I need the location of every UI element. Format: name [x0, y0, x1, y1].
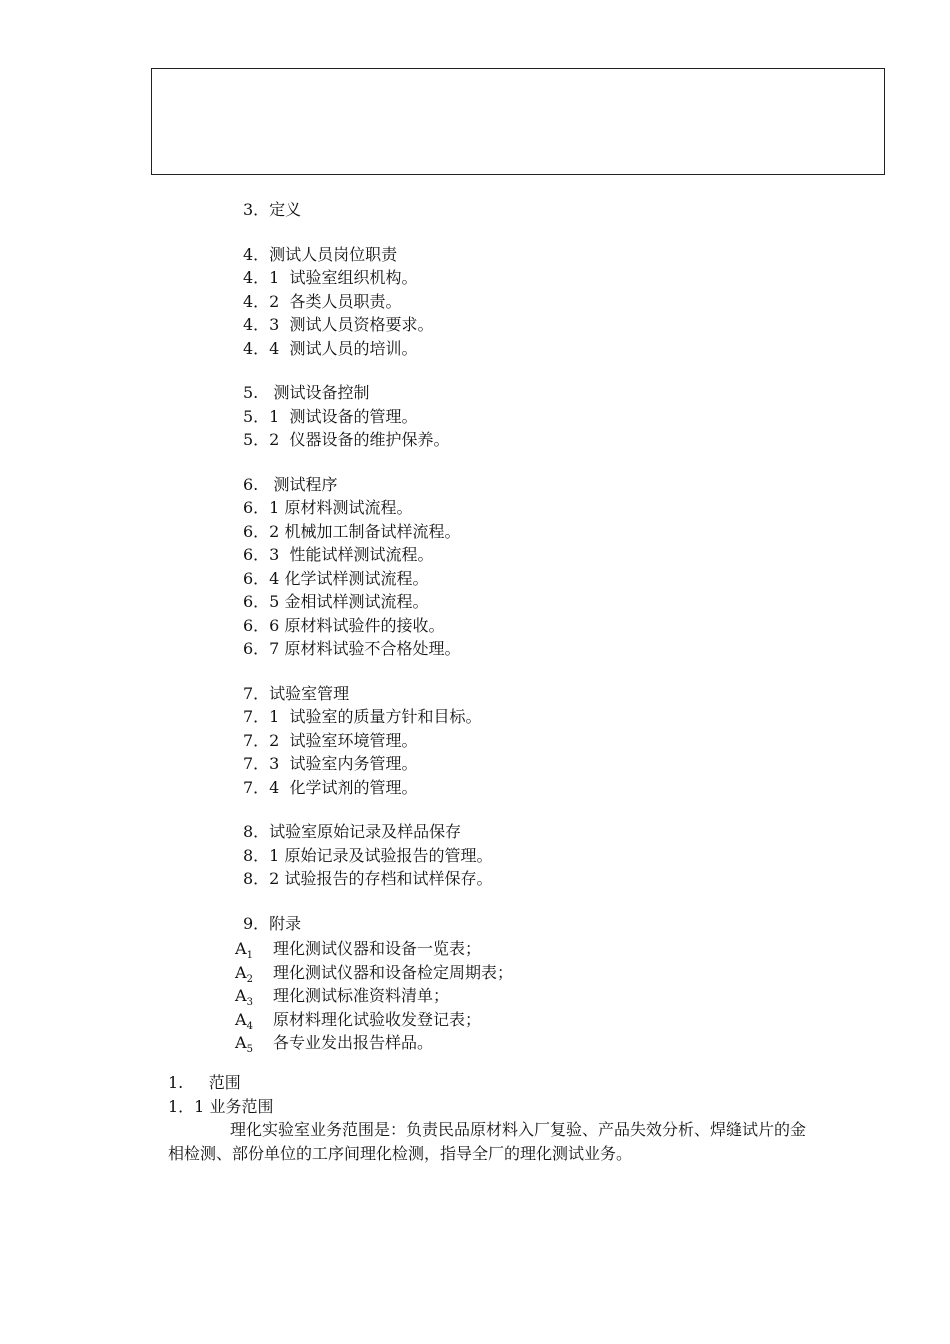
toc-item: 6．5 金相试样测试流程。 — [243, 592, 429, 611]
toc-item: 7．4 化学试剂的管理。 — [243, 777, 418, 797]
appendix-text: 理化测试仪器和设备一览表； — [273, 939, 482, 958]
appendix-text: 理化测试仪器和设备检定周期表； — [273, 962, 514, 982]
toc-item: 8．试验室原始记录及样品保存 — [243, 822, 462, 841]
toc-item: 6．2 机械加工制备试样流程。 — [243, 521, 461, 541]
toc-item: 4．3 测试人员资格要求。 — [243, 315, 434, 334]
toc-item: 5. 测试设备控制 — [243, 383, 370, 402]
appendix-list — [235, 937, 835, 1055]
toc-item: 7．1 试验室的质量方针和目标。 — [243, 707, 482, 726]
toc-item: 6．7 原材料试验不合格处理。 — [243, 639, 461, 658]
toc-item: 8．1 原始记录及试验报告的管理。 — [243, 845, 493, 865]
appendix-code: $A_5$ — [235, 1033, 253, 1056]
toc-item: 4．4 测试人员的培训。 — [243, 338, 418, 358]
header-box — [151, 68, 885, 175]
table-of-contents — [243, 198, 843, 935]
toc-item: 6．4 化学试样测试流程。 — [243, 568, 429, 588]
toc-item: 3．定义 — [243, 200, 302, 219]
appendix-item — [235, 1008, 835, 1032]
toc-item: 7．试验室管理 — [243, 683, 350, 703]
scope-paragraph: 理化实验室业务范围是：负责民品原材料入厂复验、产品失效分析、焊缝试片的金相检测、部份单位的工序间理化检测，指导全厂的理化测试业务。 — [168, 1120, 807, 1163]
appendix-code: $A_1$ — [235, 939, 253, 962]
appendix-item — [235, 961, 835, 985]
toc-item: 5．1 测试设备的管理。 — [243, 406, 418, 426]
appendix-code: $A_4$ — [235, 1009, 253, 1032]
appendix-code: $A_2$ — [235, 962, 253, 985]
subsection-heading: 1．1 业务范围 — [168, 1096, 274, 1116]
section-heading: 1. 范围 — [168, 1073, 241, 1092]
toc-item: 5．2 仪器设备的维护保养。 — [243, 430, 450, 449]
toc-item: 6．1 原材料测试流程。 — [243, 498, 413, 517]
appendix-item — [235, 984, 835, 1008]
appendix-text: 各专业发出报告样品。 — [273, 1033, 434, 1052]
toc-item: 4．2 各类人员职责。 — [243, 291, 402, 311]
appendix-item — [235, 937, 835, 961]
appendix-text: 原材料理化试验收发登记表； — [273, 1009, 482, 1029]
appendix-item — [235, 1031, 835, 1055]
toc-item: 7．3 试验室内务管理。 — [243, 754, 418, 773]
toc-item: 6．6 原材料试验件的接收。 — [243, 615, 445, 635]
toc-item: 4．1 试验室组织机构。 — [243, 268, 418, 287]
toc-item: 7．2 试验室环境管理。 — [243, 730, 418, 750]
toc-item: 9．附录 — [243, 913, 302, 933]
appendix-text: 理化测试标准资料清单； — [273, 986, 450, 1005]
toc-item: 6. 测试程序 — [243, 474, 338, 494]
toc-item: 8．2 试验报告的存档和试样保存。 — [243, 869, 493, 888]
toc-item: 6．3 性能试样测试流程。 — [243, 545, 434, 564]
appendix-code: $A_3$ — [235, 986, 253, 1009]
toc-item: 4．测试人员岗位职责 — [243, 244, 398, 264]
section-scope — [168, 1071, 808, 1165]
